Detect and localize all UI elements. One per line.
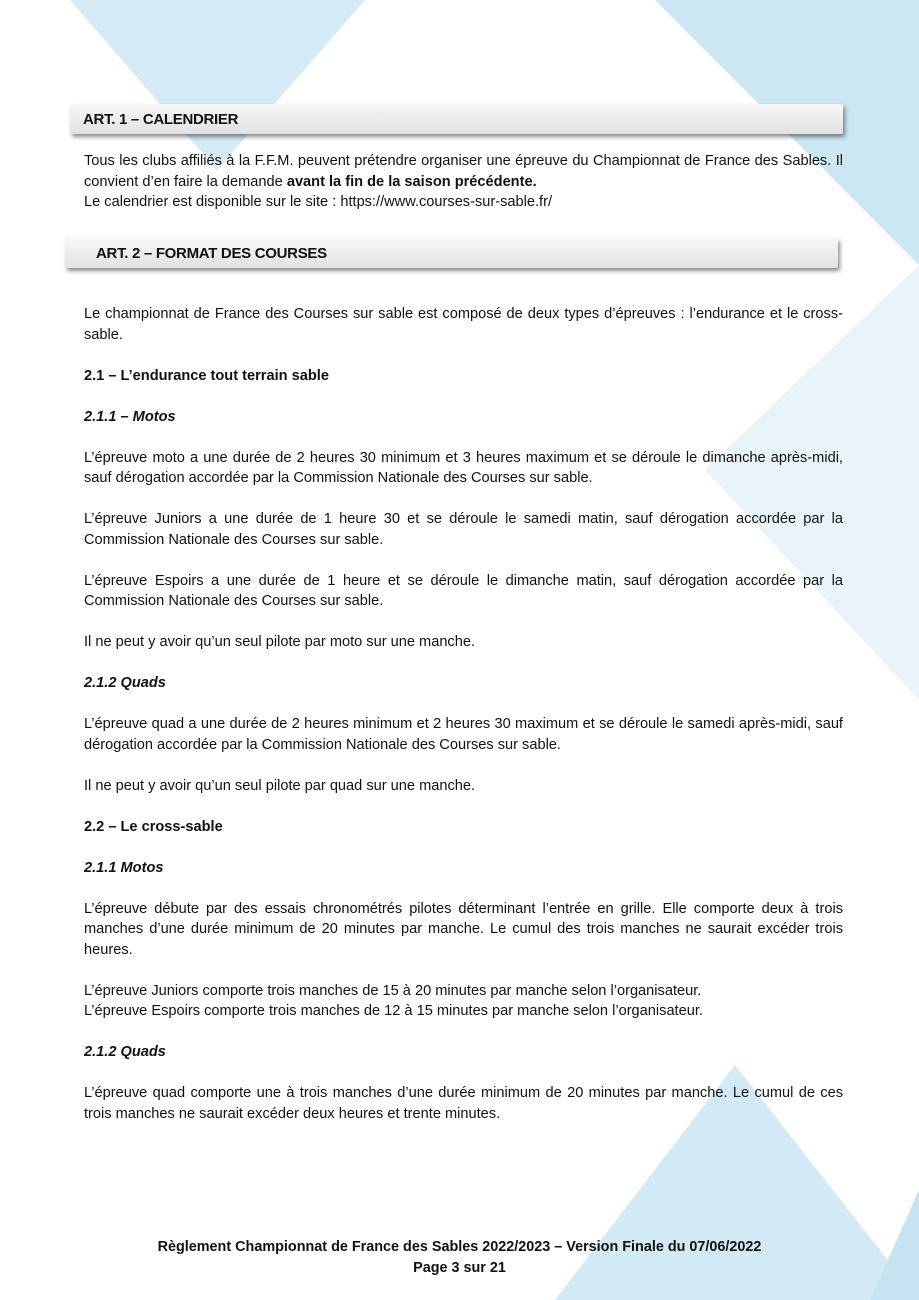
- section-cross-motos-paragraph-2: L’épreuve Juniors comporte trois manches de 15 à 20 minutes par manche selon l’organisateur.: [84, 982, 702, 999]
- section-2-1-1-paragraph-3: L’épreuve Espoirs a une durée de 1 heure et se déroule le dimanche matin, sauf dérogation accordée par la Commission Nationale des Courses sur sable.: [84, 572, 843, 609]
- section-cross-motos-title: 2.1.1 Motos: [84, 859, 164, 876]
- section-cross-quads-paragraph-1: L’épreuve quad comporte une à trois manches d’une durée minimum de 20 minutes par manche. Le cumul de ces trois manches ne saurait excéder deux heures et trente minutes.: [84, 1085, 843, 1122]
- section-2-1-2-paragraph-2: Il ne peut y avoir qu’un seul pilote par quad sur une manche.: [84, 777, 476, 794]
- art1-paragraph: [84, 151, 843, 192]
- art2-heading: ART. 2 – FORMAT DES COURSES: [96, 244, 327, 262]
- art1-calendar-link-text: Le calendrier est disponible sur le site : https://www.courses-sur-sable.fr/: [84, 194, 553, 210]
- section-2-1-1-paragraph-4: Il ne peut y avoir qu’un seul pilote par moto sur une manche.: [84, 634, 476, 650]
- section-cross-motos-paragraph-3: L’épreuve Espoirs comporte trois manches de 12 à 15 minutes par manche selon l’organisateur.: [84, 1003, 703, 1019]
- footer-page-number: Page 3 sur 21: [413, 1260, 506, 1276]
- art2-content: [84, 304, 843, 1124]
- page-footer: [0, 1237, 919, 1279]
- section-2-2-title: 2.2 – Le cross-sable: [84, 818, 223, 835]
- section-2-1-title: 2.1 – L’endurance tout terrain sable: [84, 367, 329, 384]
- section-cross-quads-title: 2.1.2 Quads: [84, 1044, 166, 1060]
- art1-paragraph-bold: avant la fin de la saison précédente.: [286, 173, 537, 190]
- section-2-1-1-title: 2.1.1 – Motos: [84, 408, 176, 425]
- section-2-1-1-paragraph-2: L’épreuve Juniors a une durée de 1 heure 30 et se déroule le samedi matin, sauf dérogation accordée par la Commission Nationale des Courses sur sable.: [84, 511, 843, 548]
- section-2-1-2-title: 2.1.2 Quads: [84, 675, 166, 691]
- section-cross-motos-paragraph-1: L’épreuve débute par des essais chronométrés pilotes déterminant l’entrée en grille. Elle comporte deux à trois manches d’une durée minimum de 20 minutes par manche. Le cumul des trois manches ne saurait excéder trois heures.: [84, 900, 843, 958]
- art1-content: [84, 151, 843, 213]
- section-2-1-2-paragraph-1: L’épreuve quad a une durée de 2 heures minimum et 2 heures 30 maximum et se déroule le samedi après-midi, sauf dérogation accordée par la Commission Nationale des Courses sur sable.: [84, 716, 843, 753]
- art1-heading: ART. 1 – CALENDRIER: [83, 110, 239, 128]
- art1-heading-box: [70, 104, 843, 134]
- bg-triangle-top-left: [70, 0, 365, 170]
- art2-intro: Le championnat de France des Courses sur sable est composé de deux types d’épreuves : l’endurance et le cross-sable.: [84, 306, 843, 343]
- art1-paragraph-text: Tous les clubs affiliés à la F.F.M. peuvent prétendre organiser une épreuve du Championnat de France des Sables. Il convient d’en faire la demande: [84, 153, 843, 190]
- footer-document-title: Règlement Championnat de France des Sables 2022/2023 – Version Finale du 07/06/2022: [157, 1239, 762, 1255]
- section-2-1-1-paragraph-1: L’épreuve moto a une durée de 2 heures 30 minimum et 3 heures maximum et se déroule le dimanche après-midi, sauf dérogation accordée par la Commission Nationale des Courses sur sable.: [84, 449, 843, 486]
- art2-heading-box: [65, 238, 838, 268]
